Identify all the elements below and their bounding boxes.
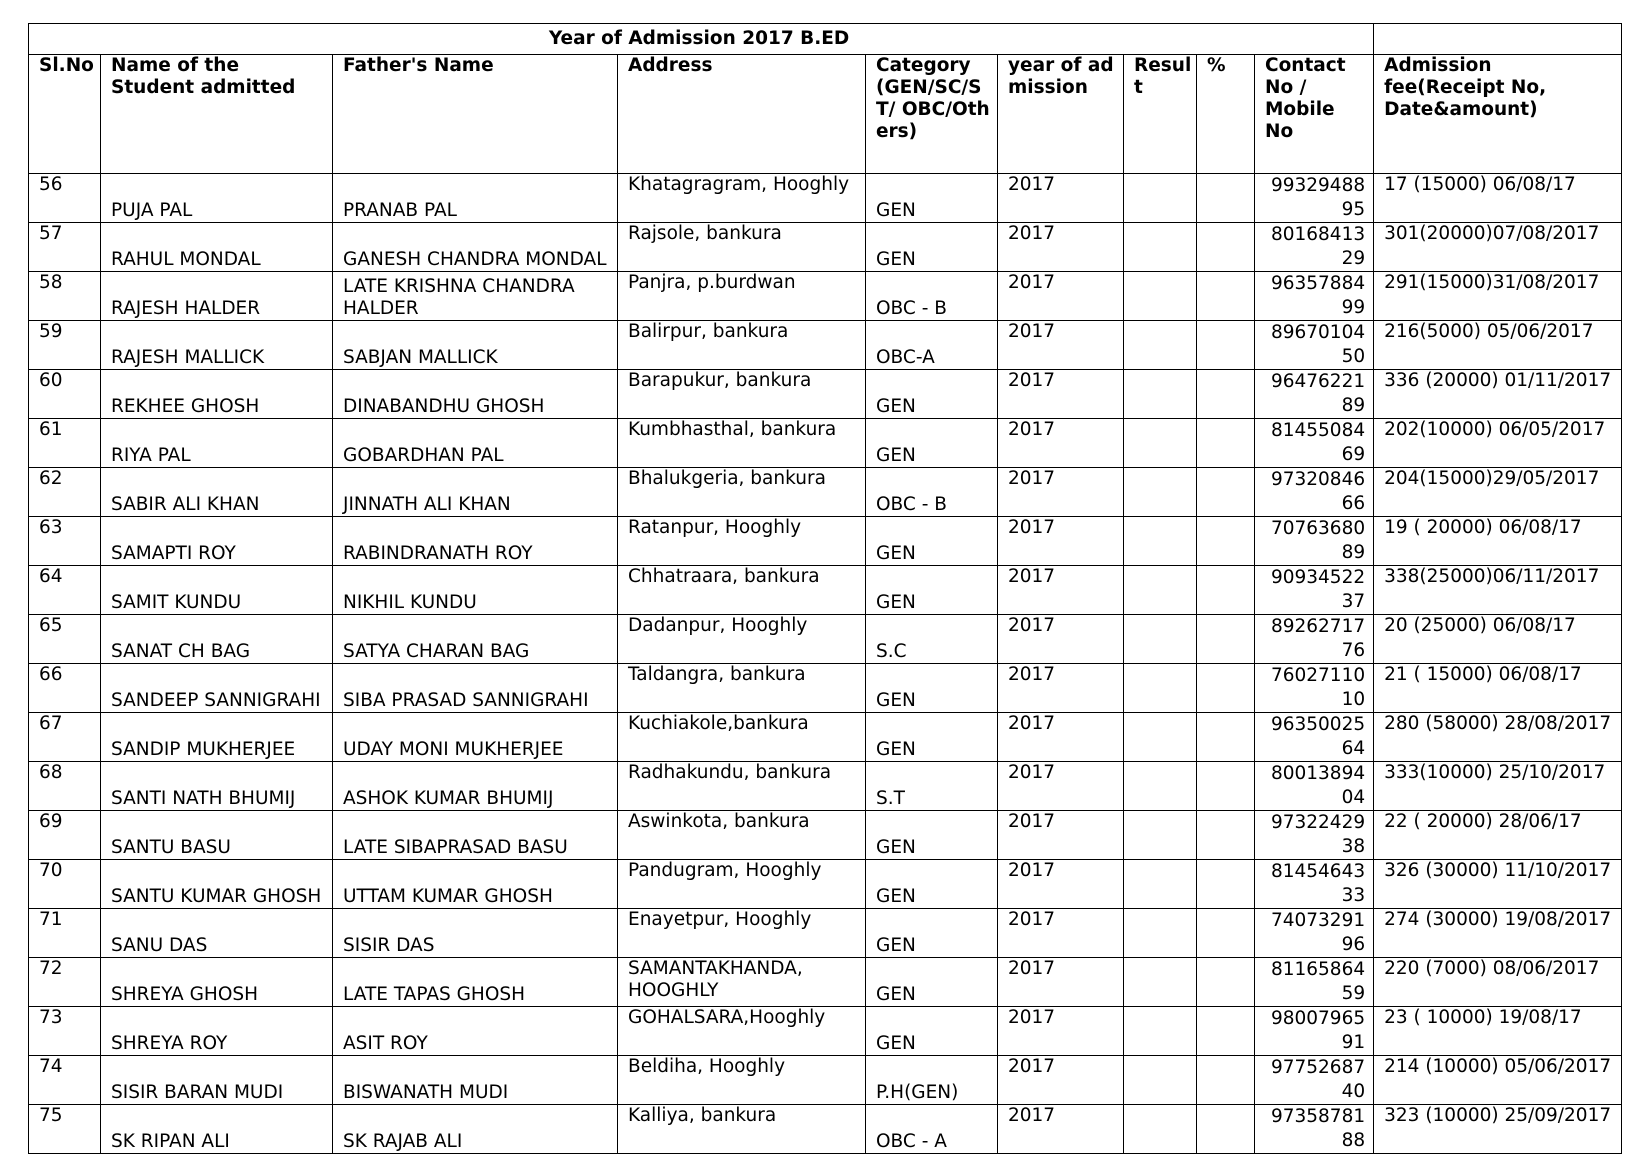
table-row xyxy=(29,1007,1622,1056)
admission-table xyxy=(28,23,1622,1154)
cell-slno: 75 xyxy=(29,1105,101,1154)
cell-fee: 220 (7000) 08/06/2017 xyxy=(1374,958,1622,1007)
cell-contact: 9093452237 xyxy=(1255,566,1374,615)
cell-percent xyxy=(1197,958,1255,1007)
cell-year: 2017 xyxy=(998,1105,1124,1154)
cell-category: GEN xyxy=(866,517,998,566)
cell-contact: 7407329196 xyxy=(1255,909,1374,958)
cell-student-name: SANTU BASU xyxy=(101,811,333,860)
cell-year: 2017 xyxy=(998,174,1124,223)
cell-student-name: SISIR BARAN MUDI xyxy=(101,1056,333,1105)
cell-student-name: SHREYA ROY xyxy=(101,1007,333,1056)
cell-percent xyxy=(1197,909,1255,958)
cell-contact: 9732084666 xyxy=(1255,468,1374,517)
cell-percent xyxy=(1197,468,1255,517)
cell-result xyxy=(1124,860,1197,909)
cell-result xyxy=(1124,1056,1197,1105)
table-row xyxy=(29,664,1622,713)
cell-result xyxy=(1124,517,1197,566)
cell-percent xyxy=(1197,321,1255,370)
cell-student-name: REKHEE GHOSH xyxy=(101,370,333,419)
cell-fee: 280 (58000) 28/08/2017 xyxy=(1374,713,1622,762)
cell-result xyxy=(1124,713,1197,762)
cell-contact: 7076368089 xyxy=(1255,517,1374,566)
cell-student-name: RAJESH HALDER xyxy=(101,272,333,321)
cell-father-name: RABINDRANATH ROY xyxy=(333,517,618,566)
cell-father-name: UTTAM KUMAR GHOSH xyxy=(333,860,618,909)
cell-fee: 336 (20000) 01/11/2017 xyxy=(1374,370,1622,419)
cell-student-name: SANAT CH BAG xyxy=(101,615,333,664)
cell-student-name: RAJESH MALLICK xyxy=(101,321,333,370)
cell-student-name: SABIR ALI KHAN xyxy=(101,468,333,517)
cell-category: P.H(GEN) xyxy=(866,1056,998,1105)
table-row xyxy=(29,566,1622,615)
cell-category: GEN xyxy=(866,370,998,419)
cell-slno: 66 xyxy=(29,664,101,713)
table-row xyxy=(29,1105,1622,1154)
cell-result xyxy=(1124,1105,1197,1154)
cell-slno: 65 xyxy=(29,615,101,664)
cell-category: S.T xyxy=(866,762,998,811)
cell-slno: 61 xyxy=(29,419,101,468)
cell-category: OBC-A xyxy=(866,321,998,370)
cell-year: 2017 xyxy=(998,958,1124,1007)
cell-fee: 326 (30000) 11/10/2017 xyxy=(1374,860,1622,909)
cell-contact: 8016841329 xyxy=(1255,223,1374,272)
cell-father-name: UDAY MONI MUKHERJEE xyxy=(333,713,618,762)
cell-result xyxy=(1124,1007,1197,1056)
cell-slno: 59 xyxy=(29,321,101,370)
cell-percent xyxy=(1197,762,1255,811)
cell-contact: 7602711010 xyxy=(1255,664,1374,713)
cell-percent xyxy=(1197,811,1255,860)
cell-percent xyxy=(1197,272,1255,321)
cell-percent xyxy=(1197,223,1255,272)
cell-fee: 323 (10000) 25/09/2017 xyxy=(1374,1105,1622,1154)
cell-father-name: GANESH CHANDRA MONDAL xyxy=(333,223,618,272)
header-father: Father's Name xyxy=(333,55,618,174)
cell-address: Barapukur, bankura xyxy=(618,370,866,419)
cell-slno: 64 xyxy=(29,566,101,615)
table-row xyxy=(29,517,1622,566)
cell-category: GEN xyxy=(866,174,998,223)
table-row xyxy=(29,958,1622,1007)
cell-contact: 9800796591 xyxy=(1255,1007,1374,1056)
cell-fee: 202(10000) 06/05/2017 xyxy=(1374,419,1622,468)
table-row xyxy=(29,615,1622,664)
table-row xyxy=(29,468,1622,517)
cell-slno: 70 xyxy=(29,860,101,909)
cell-year: 2017 xyxy=(998,321,1124,370)
cell-category: S.C xyxy=(866,615,998,664)
cell-father-name: SATYA CHARAN BAG xyxy=(333,615,618,664)
cell-slno: 62 xyxy=(29,468,101,517)
table-row xyxy=(29,762,1622,811)
table-row xyxy=(29,811,1622,860)
cell-fee: 19 ( 20000) 06/08/17 xyxy=(1374,517,1622,566)
cell-category: GEN xyxy=(866,860,998,909)
cell-address: Aswinkota, bankura xyxy=(618,811,866,860)
cell-year: 2017 xyxy=(998,223,1124,272)
header-fee: Admission fee(Receipt No, Date&amount) xyxy=(1374,55,1622,174)
cell-category: OBC - B xyxy=(866,272,998,321)
cell-contact: 9635788499 xyxy=(1255,272,1374,321)
cell-slno: 67 xyxy=(29,713,101,762)
cell-category: GEN xyxy=(866,566,998,615)
cell-result xyxy=(1124,174,1197,223)
cell-slno: 72 xyxy=(29,958,101,1007)
cell-student-name: SANTU KUMAR GHOSH xyxy=(101,860,333,909)
cell-result xyxy=(1124,909,1197,958)
cell-year: 2017 xyxy=(998,909,1124,958)
header-name: Name of the Student admitted xyxy=(101,55,333,174)
table-row xyxy=(29,174,1622,223)
cell-address: Kalliya, bankura xyxy=(618,1105,866,1154)
cell-result xyxy=(1124,762,1197,811)
cell-student-name: SAMAPTI ROY xyxy=(101,517,333,566)
cell-year: 2017 xyxy=(998,517,1124,566)
cell-year: 2017 xyxy=(998,370,1124,419)
table-row xyxy=(29,419,1622,468)
cell-category: GEN xyxy=(866,713,998,762)
cell-percent xyxy=(1197,860,1255,909)
cell-contact: 8145464333 xyxy=(1255,860,1374,909)
cell-address: Chhatraara, bankura xyxy=(618,566,866,615)
cell-student-name: SANDEEP SANNIGRAHI xyxy=(101,664,333,713)
cell-result xyxy=(1124,811,1197,860)
table-row xyxy=(29,1056,1622,1105)
cell-student-name: PUJA PAL xyxy=(101,174,333,223)
cell-contact: 8967010450 xyxy=(1255,321,1374,370)
header-year: year of admission xyxy=(998,55,1124,174)
cell-address: Kuchiakole,bankura xyxy=(618,713,866,762)
cell-fee: 216(5000) 05/06/2017 xyxy=(1374,321,1622,370)
cell-result xyxy=(1124,370,1197,419)
cell-category: OBC - B xyxy=(866,468,998,517)
cell-father-name: SIBA PRASAD SANNIGRAHI xyxy=(333,664,618,713)
cell-year: 2017 xyxy=(998,713,1124,762)
cell-address: Taldangra, bankura xyxy=(618,664,866,713)
header-address: Address xyxy=(618,55,866,174)
header-percent: % xyxy=(1197,55,1255,174)
cell-address: Bhalukgeria, bankura xyxy=(618,468,866,517)
cell-contact: 9735878188 xyxy=(1255,1105,1374,1154)
cell-father-name: SK RAJAB ALI xyxy=(333,1105,618,1154)
cell-father-name: GOBARDHAN PAL xyxy=(333,419,618,468)
cell-address: Panjra, p.burdwan xyxy=(618,272,866,321)
cell-percent xyxy=(1197,664,1255,713)
cell-percent xyxy=(1197,419,1255,468)
cell-category: GEN xyxy=(866,958,998,1007)
cell-percent xyxy=(1197,713,1255,762)
cell-address: Kumbhasthal, bankura xyxy=(618,419,866,468)
header-row xyxy=(29,55,1622,174)
cell-year: 2017 xyxy=(998,419,1124,468)
cell-fee: 23 ( 10000) 19/08/17 xyxy=(1374,1007,1622,1056)
cell-student-name: SANDIP MUKHERJEE xyxy=(101,713,333,762)
cell-student-name: SHREYA GHOSH xyxy=(101,958,333,1007)
cell-slno: 69 xyxy=(29,811,101,860)
cell-year: 2017 xyxy=(998,468,1124,517)
cell-fee: 338(25000)06/11/2017 xyxy=(1374,566,1622,615)
cell-fee: 301(20000)07/08/2017 xyxy=(1374,223,1622,272)
cell-slno: 60 xyxy=(29,370,101,419)
table-row xyxy=(29,370,1622,419)
table-row xyxy=(29,909,1622,958)
cell-slno: 74 xyxy=(29,1056,101,1105)
cell-result xyxy=(1124,272,1197,321)
cell-result xyxy=(1124,615,1197,664)
cell-student-name: SANU DAS xyxy=(101,909,333,958)
cell-year: 2017 xyxy=(998,762,1124,811)
cell-address: Balirpur, bankura xyxy=(618,321,866,370)
cell-percent xyxy=(1197,1105,1255,1154)
cell-fee: 214 (10000) 05/06/2017 xyxy=(1374,1056,1622,1105)
cell-contact: 8001389404 xyxy=(1255,762,1374,811)
cell-slno: 68 xyxy=(29,762,101,811)
cell-contact: 8926271776 xyxy=(1255,615,1374,664)
cell-father-name: NIKHIL KUNDU xyxy=(333,566,618,615)
cell-result xyxy=(1124,223,1197,272)
cell-contact: 9775268740 xyxy=(1255,1056,1374,1105)
cell-result xyxy=(1124,664,1197,713)
cell-student-name: SAMIT KUNDU xyxy=(101,566,333,615)
cell-percent xyxy=(1197,1056,1255,1105)
cell-slno: 63 xyxy=(29,517,101,566)
cell-contact: 9635002564 xyxy=(1255,713,1374,762)
cell-address: Radhakundu, bankura xyxy=(618,762,866,811)
cell-category: GEN xyxy=(866,419,998,468)
cell-result xyxy=(1124,468,1197,517)
cell-contact: 8116586459 xyxy=(1255,958,1374,1007)
header-slno: Sl.No xyxy=(29,55,101,174)
cell-address: Dadanpur, Hooghly xyxy=(618,615,866,664)
cell-father-name: LATE TAPAS GHOSH xyxy=(333,958,618,1007)
cell-category: GEN xyxy=(866,811,998,860)
cell-year: 2017 xyxy=(998,566,1124,615)
cell-student-name: SK RIPAN ALI xyxy=(101,1105,333,1154)
header-contact: Contact No / Mobile No xyxy=(1255,55,1374,174)
cell-fee: 204(15000)29/05/2017 xyxy=(1374,468,1622,517)
cell-address: Enayetpur, Hooghly xyxy=(618,909,866,958)
cell-contact: 9932948895 xyxy=(1255,174,1374,223)
cell-father-name: JINNATH ALI KHAN xyxy=(333,468,618,517)
cell-fee: 21 ( 15000) 06/08/17 xyxy=(1374,664,1622,713)
cell-category: GEN xyxy=(866,1007,998,1056)
cell-student-name: SANTI NATH BHUMIJ xyxy=(101,762,333,811)
cell-category: OBC - A xyxy=(866,1105,998,1154)
header-result: Result xyxy=(1124,55,1197,174)
cell-address: Rajsole, bankura xyxy=(618,223,866,272)
header-category: Category (GEN/SC/ST/ OBC/Others) xyxy=(866,55,998,174)
title-row xyxy=(29,24,1622,55)
cell-father-name: BISWANATH MUDI xyxy=(333,1056,618,1105)
cell-year: 2017 xyxy=(998,615,1124,664)
cell-father-name: SABJAN MALLICK xyxy=(333,321,618,370)
cell-address: SAMANTAKHANDA, HOOGHLY xyxy=(618,958,866,1007)
table-row xyxy=(29,272,1622,321)
cell-contact: 8145508469 xyxy=(1255,419,1374,468)
title-blank-cell xyxy=(1374,24,1622,55)
cell-address: Pandugram, Hooghly xyxy=(618,860,866,909)
cell-percent xyxy=(1197,517,1255,566)
cell-father-name: LATE SIBAPRASAD BASU xyxy=(333,811,618,860)
cell-year: 2017 xyxy=(998,1056,1124,1105)
cell-year: 2017 xyxy=(998,272,1124,321)
cell-percent xyxy=(1197,615,1255,664)
cell-father-name: SISIR DAS xyxy=(333,909,618,958)
cell-year: 2017 xyxy=(998,860,1124,909)
cell-father-name: LATE KRISHNA CHANDRA HALDER xyxy=(333,272,618,321)
cell-father-name: ASHOK KUMAR BHUMIJ xyxy=(333,762,618,811)
cell-slno: 56 xyxy=(29,174,101,223)
cell-fee: 17 (15000) 06/08/17 xyxy=(1374,174,1622,223)
cell-category: GEN xyxy=(866,664,998,713)
cell-fee: 291(15000)31/08/2017 xyxy=(1374,272,1622,321)
cell-fee: 22 ( 20000) 28/06/17 xyxy=(1374,811,1622,860)
cell-slno: 71 xyxy=(29,909,101,958)
cell-year: 2017 xyxy=(998,811,1124,860)
cell-year: 2017 xyxy=(998,1007,1124,1056)
cell-address: GOHALSARA,Hooghly xyxy=(618,1007,866,1056)
cell-result xyxy=(1124,419,1197,468)
cell-father-name: DINABANDHU GHOSH xyxy=(333,370,618,419)
cell-address: Ratanpur, Hooghly xyxy=(618,517,866,566)
table-row xyxy=(29,860,1622,909)
cell-percent xyxy=(1197,174,1255,223)
table-row xyxy=(29,713,1622,762)
cell-category: GEN xyxy=(866,223,998,272)
cell-student-name: RIYA PAL xyxy=(101,419,333,468)
cell-slno: 58 xyxy=(29,272,101,321)
cell-percent xyxy=(1197,566,1255,615)
cell-address: Beldiha, Hooghly xyxy=(618,1056,866,1105)
table-title: Year of Admission 2017 B.ED xyxy=(29,24,1374,55)
cell-fee: 274 (30000) 19/08/2017 xyxy=(1374,909,1622,958)
cell-fee: 20 (25000) 06/08/17 xyxy=(1374,615,1622,664)
cell-year: 2017 xyxy=(998,664,1124,713)
cell-father-name: ASIT ROY xyxy=(333,1007,618,1056)
cell-result xyxy=(1124,566,1197,615)
cell-percent xyxy=(1197,1007,1255,1056)
cell-slno: 57 xyxy=(29,223,101,272)
cell-category: GEN xyxy=(866,909,998,958)
cell-result xyxy=(1124,958,1197,1007)
cell-address: Khatagragram, Hooghly xyxy=(618,174,866,223)
cell-father-name: PRANAB PAL xyxy=(333,174,618,223)
table-row xyxy=(29,223,1622,272)
cell-student-name: RAHUL MONDAL xyxy=(101,223,333,272)
table-row xyxy=(29,321,1622,370)
cell-contact: 9647622189 xyxy=(1255,370,1374,419)
cell-result xyxy=(1124,321,1197,370)
cell-contact: 9732242938 xyxy=(1255,811,1374,860)
cell-fee: 333(10000) 25/10/2017 xyxy=(1374,762,1622,811)
cell-slno: 73 xyxy=(29,1007,101,1056)
cell-percent xyxy=(1197,370,1255,419)
